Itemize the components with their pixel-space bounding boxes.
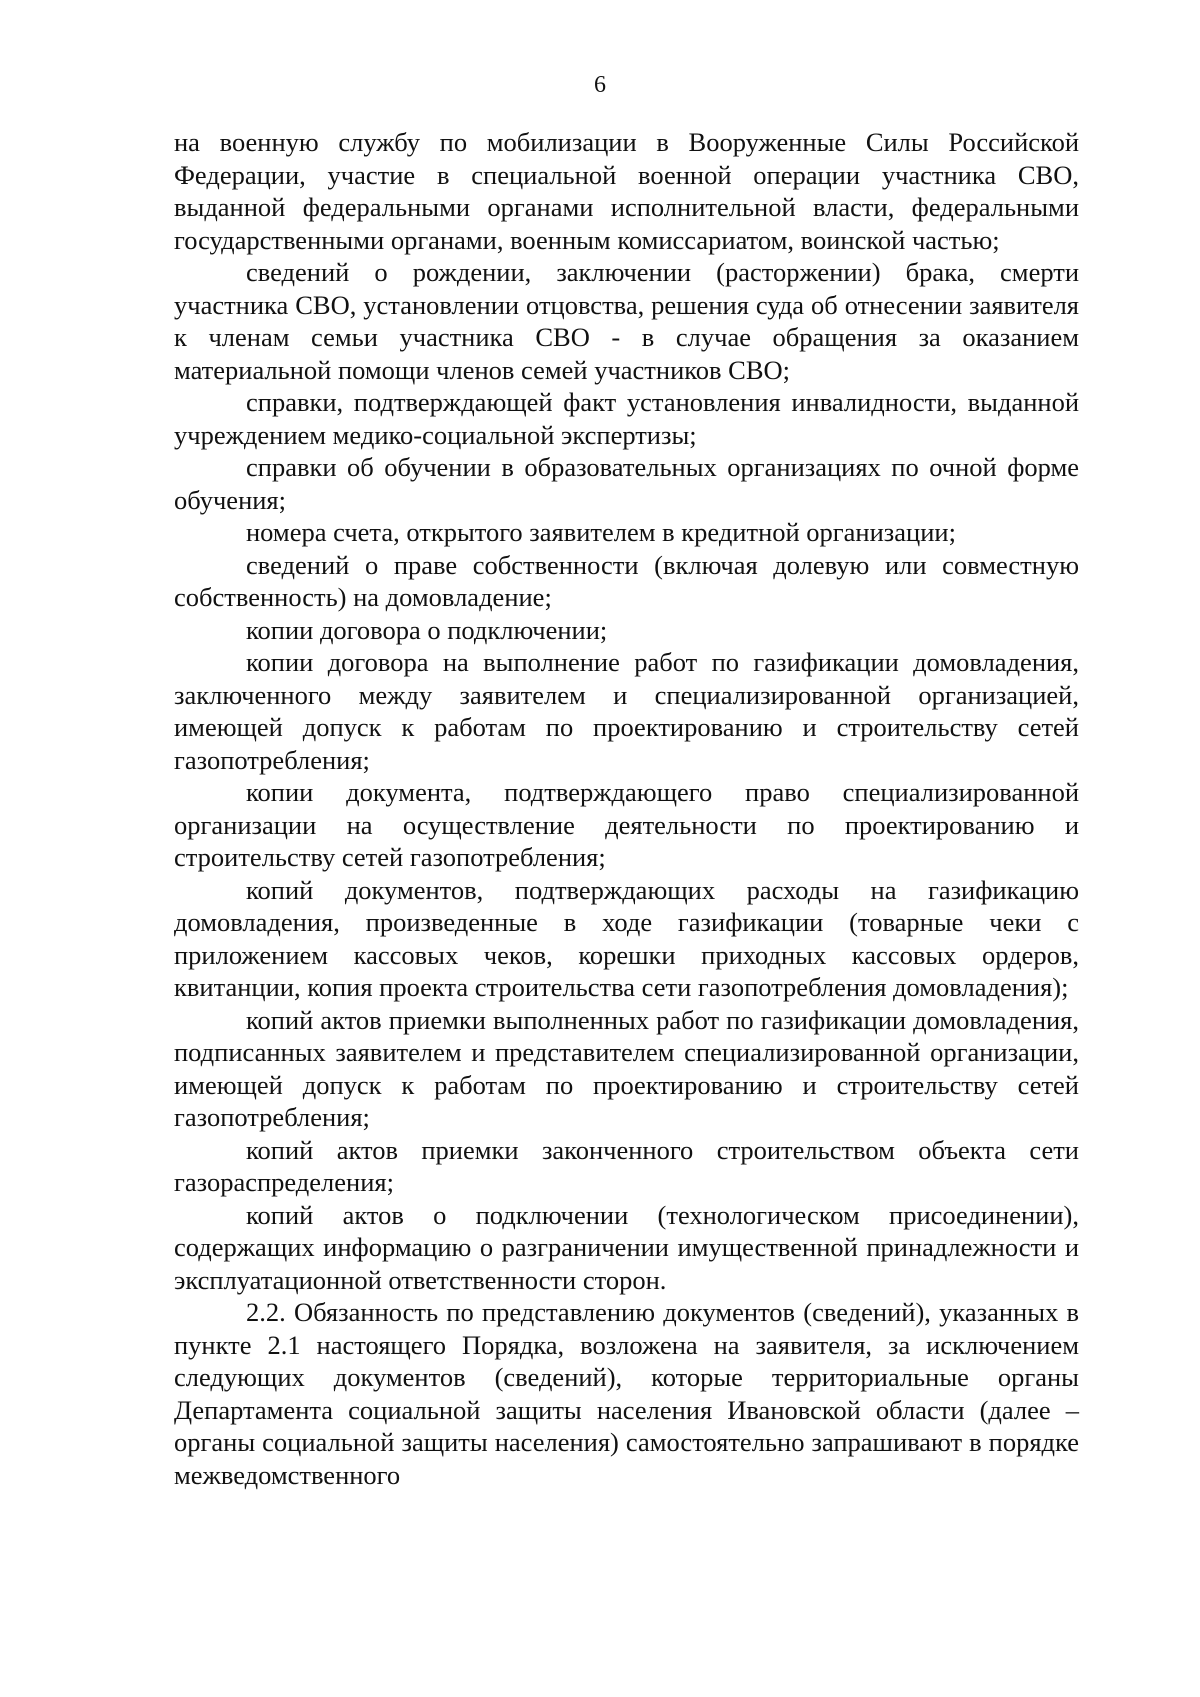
paragraph-item: копии договора на выполнение работ по газификации домовладения, заключенного между заявителем и специализированной организацией, имеющей допуск к работам по проектированию и строительству сетей газопотребления; [174, 647, 1079, 775]
document-body [174, 126, 1079, 1491]
paragraph-item: справки об обучении в образовательных организациях по очной форме обучения; [174, 452, 1079, 515]
paragraph-item: номера счета, открытого заявителем в кредитной организации; [246, 517, 956, 547]
paragraph-section-2-2: 2.2. Обязанность по представлению документов (сведений), указанных в пункте 2.1 настоящего Порядка, возложена на заявителя, за исключением следующих документов (сведений), которые территориальные органы Департамента социальной защиты населения Ивановской области (далее – органы социальной защиты населения) самостоятельно запрашивают в порядке межведомственного [174, 1297, 1079, 1490]
paragraph-item: копий актов приемки выполненных работ по газификации домовладения, подписанных заявителем и представителем специализированной организации, имеющей допуск к работам по проектированию и строительству сетей газопотребления; [174, 1004, 1079, 1132]
paragraph-item: копий актов приемки законченного строительством объекта сети газораспределения; [174, 1134, 1079, 1197]
paragraph-item: копий актов о подключении (технологическом присоединении), содержащих информацию о разграничении имущественной принадлежности и эксплуатационной ответственности сторон. [174, 1199, 1079, 1295]
paragraph-item: сведений о праве собственности (включая долевую или совместную собственность) на домовладение; [174, 549, 1079, 612]
paragraph-item: копии документа, подтверждающего право специализированной организации на осуществление деятельности по проектированию и строительству сетей газопотребления; [174, 777, 1079, 872]
page-number: 6 [594, 72, 606, 98]
paragraph-item: справки, подтверждающей факт установления инвалидности, выданной учреждением медико-социальной экспертизы; [174, 387, 1079, 450]
paragraph-item: копии договора о подключении; [246, 614, 608, 645]
paragraph-item: сведений о рождении, заключении (расторжении) брака, смерти участника СВО, установлении отцовства, решения суда об отнесении заявителя к членам семьи участника СВО - в случае обращения за оказанием материальной помощи членов семей участников СВО; [174, 257, 1079, 385]
paragraph-continuation: на военную службу по мобилизации в Вооруженные Силы Российской Федерации, участие в специальной военной операции участника СВО, выданной федеральными органами исполнительной власти, федеральными государственными органами, военным комиссариатом, воинской частью; [174, 127, 1079, 255]
paragraph-item: копий документов, подтверждающих расходы на газификацию домовладения, произведенные в ходе газификации (товарные чеки с приложением кассовых чеков, корешки приходных кассовых ордеров, квитанции, копия проекта строительства сети газопотребления домовладения); [174, 874, 1079, 1002]
